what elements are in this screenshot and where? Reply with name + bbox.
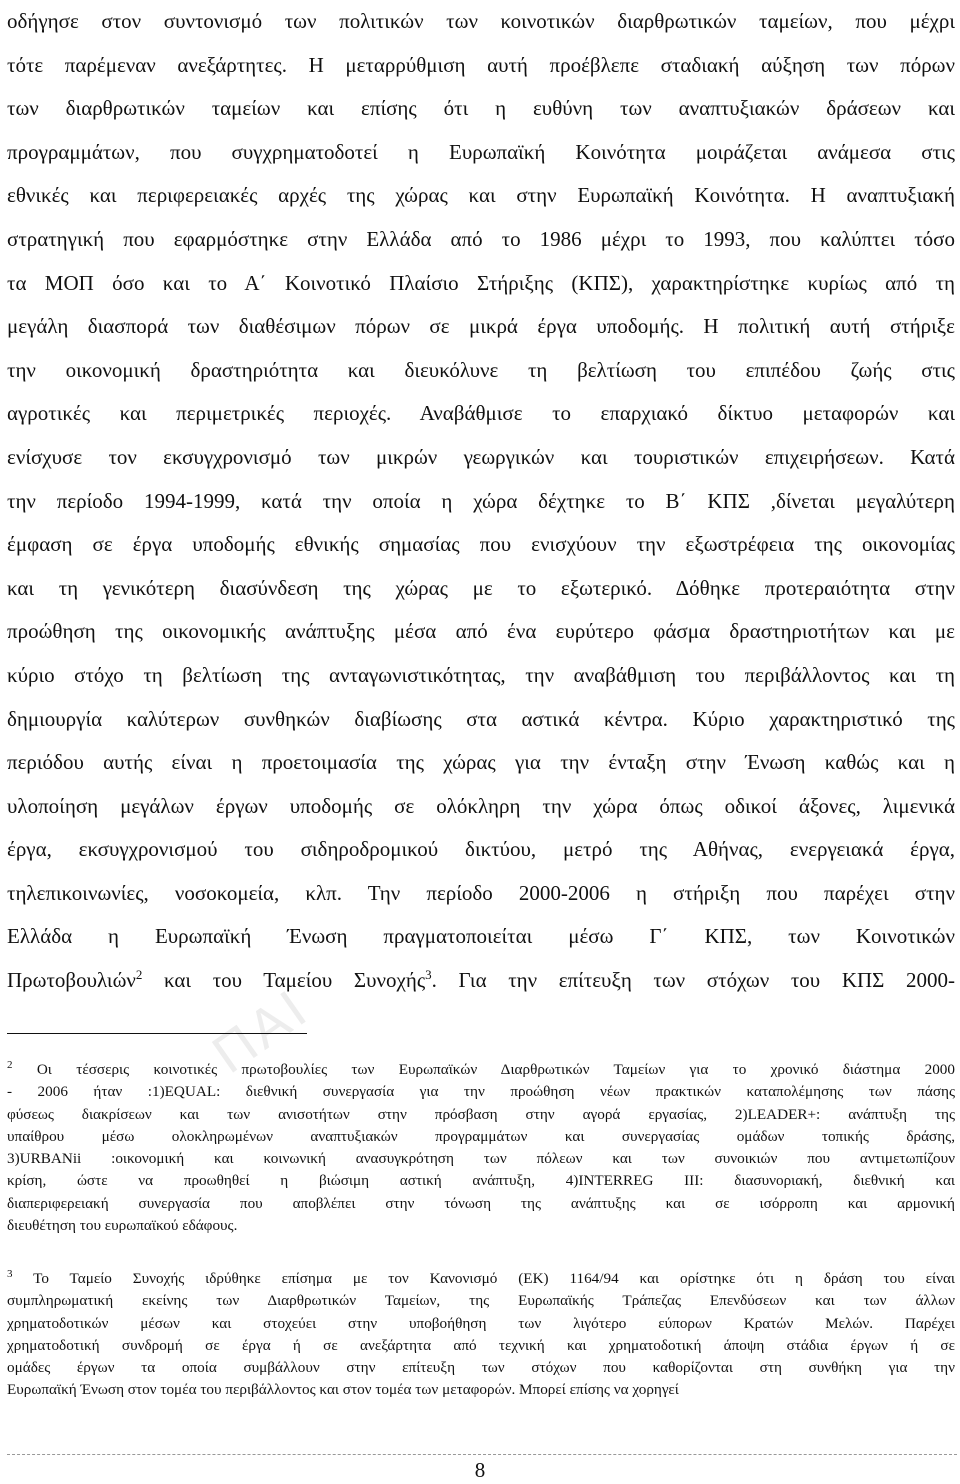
body-line: έμφαση σε έργα υποδομής εθνικής σημασίας που ενισχύουν την εξωστρέφεια της οικονομίας <box>7 532 955 557</box>
footnote-line: υπαίθρου μέσω ολοκληρωμένων αναπτυξιακών προγραμμάτων και συνεργασίας ομάδων τοπικής δράσης, <box>7 1127 955 1145</box>
footnote-text: Οι τέσσερις κοινοτικές πρωτοβουλίες των Ευρωπαϊκών Διαρθρωτικών Ταμείων για το χρονικό διάστημα 2000 <box>12 1061 955 1078</box>
page-break-rule <box>7 1454 957 1455</box>
body-line: αγροτικές και περιμετρικές περιοχές. Αναβάθμισε το επαρχιακό δίκτυο μεταφορών και <box>7 401 955 426</box>
footnote-line: - 2006 ήταν :1)EQUAL: διεθνική συνεργασία για την προώθηση νέων πρακτικών καταπολέμησης των πάσης <box>7 1083 955 1101</box>
text-fragment: . Για την επίτευξη των στόχων του ΚΠΣ 2000- <box>431 968 955 993</box>
footnote-text: Το Ταμείο Συνοχής ιδρύθηκε επίσημα με τον Κανονισμό (ΕΚ) 1164/94 και ορίστηκε ότι η δράση του είναι <box>12 1270 955 1287</box>
watermark: ΠΑΙ <box>202 977 321 1085</box>
body-line: οδήγησε στον συντονισμό των πολιτικών των κοινοτικών διαρθρωτικών ταμείων, που μέχρι <box>7 9 955 33</box>
body-line: στρατηγική που εφαρμόστηκε στην Ελλάδα από το 1986 μέχρι το 1993, που καλύπτει τόσο <box>7 226 955 251</box>
body-line: προώθηση της οικονομικής ανάπτυξης μέσα από ένα ευρύτερο φάσμα δραστηριοτήτων και με <box>7 619 955 644</box>
body-line: τηλεπικοινωνίες, νοσοκομεία, κλπ. Την περίοδο 2000-2006 η στήριξη που παρέχει στην <box>7 880 955 905</box>
body-line: ενίσχυσε τον εκσυγχρονισμό των μικρών γεωργικών και τουριστικών επιχειρήσεων. Κατά <box>7 444 955 469</box>
footnote-line: διευθέτηση του ευρωπαϊκού εδάφους. <box>7 1217 238 1235</box>
body-line: δημιουργία καλύτερων συνθηκών διαβίωσης στα αστικά κέντρα. Κύριο χαρακτηριστικό της <box>7 706 955 731</box>
footnote-ref-3[interactable]: 3 <box>425 967 432 983</box>
footnote-separator <box>7 1033 307 1034</box>
body-line: προγραμμάτων, που συγχρηματοδοτεί η Ευρωπαϊκή Κοινότητα μοιράζεται ανάμεσα στις <box>7 139 955 164</box>
body-line: των διαρθρωτικών ταμείων και επίσης ότι η ευθύνη των αναπτυξιακών δράσεων και <box>7 96 955 121</box>
body-line: τότε παρέμεναν ανεξάρτητες. Η μεταρρύθμιση αυτή προέβλεπε σταδιακή αύξηση των πόρων <box>7 52 955 77</box>
footnote-2 <box>7 1059 955 1237</box>
body-line: την οικονομική δραστηριότητα και διευκόλυνε τη βελτίωση του επιπέδου ζωής στις <box>7 357 955 382</box>
body-line: περιόδου αυτής είναι η προετοιμασία της χώρας για την ένταξη στην Ένωση καθώς και η <box>7 750 955 775</box>
body-line: κύριο στόχο τη βελτίωση της ανταγωνιστικότητας, την αναβάθμιση του περιβάλλοντος και τη <box>7 662 955 687</box>
footnote-line: κρίση, ώστε να προωθηθεί η βιώσιμη αστική ανάπτυξη, 4)INTERREG III: διασυνοριακή, διεθνική και <box>7 1172 955 1190</box>
footnote-line: διαπεριφερειακή συνεργασία που αποβλέπει στην τόνωση της ανάπτυξης και σε ισόρροπη και αρμονική <box>7 1194 955 1212</box>
body-line: τα ΜΟΠ όσο και το Α΄ Κοινοτικό Πλαίσιο Στήριξης (ΚΠΣ), χαρακτηρίστηκε κυρίως από τη <box>7 270 955 295</box>
footnote-marker: 2 <box>7 1058 13 1071</box>
footnote-line: συμπληρωματική εκείνης των Διαρθρωτικών Ταμείων, της Ευρωπαϊκής Τράπεζας Επενδύσεων και των άλλων <box>7 1292 955 1310</box>
body-line: την περίοδο 1994-1999, κατά την οποία η χώρα δέχτηκε το Β΄ ΚΠΣ ,δίνεται μεγαλύτερη <box>7 488 955 513</box>
text-fragment: Πρωτοβουλιών <box>7 968 136 993</box>
body-text <box>7 0 955 1003</box>
footnote-line <box>7 1268 955 1290</box>
body-line: μεγάλη διασπορά των διαθέσιμων πόρων σε μικρά έργα υποδομής. Η πολιτική αυτή στήριξε <box>7 314 955 339</box>
footnote-line <box>7 1059 955 1081</box>
footnote-line: Ευρωπαϊκή Ένωση στον τομέα του περιβάλλοντος και στον τομέα των μεταφορών. Μπορεί επίσης να χορηγεί <box>7 1381 679 1399</box>
body-line: και τη γενικότερη διασύνδεση της χώρας με το εξωτερικό. Δόθηκε προτεραιότητα στην <box>7 575 955 600</box>
text-fragment: και του Ταμείου Συνοχής <box>142 968 426 993</box>
footnote-line: 3)URBANii :οικονομική και κοινωνική ανασυγκρότηση των πόλεων και των συνοικιών που αντιμετωπίζουν <box>7 1150 955 1168</box>
body-line: εθνικές και περιφερειακές αρχές της χώρας και στην Ευρωπαϊκή Κοινότητα. Η αναπτυξιακή <box>7 183 955 208</box>
body-line: υλοποίηση μεγάλων έργων υποδομής σε ολόκληρη την χώρα όπως οδικοί άξονες, λιμενικά <box>7 793 955 818</box>
footnote-marker: 3 <box>7 1267 13 1280</box>
page-number: 8 <box>474 1458 486 1482</box>
footnote-line: ομάδες έργων τα οποία συμβάλλουν στην επίτευξη των στόχων που καθορίζονται στη συνθήκη για την <box>7 1359 955 1377</box>
footnote-ref-2[interactable]: 2 <box>135 967 143 983</box>
footnote-3 <box>7 1268 955 1402</box>
body-line: έργα, εκσυγχρονισμού του σιδηροδρομικού δικτύου, μετρό της Αθήνας, ενεργειακά έργα, <box>7 837 955 862</box>
footnote-line: χρηματοδοτικών μέσων και στοχεύει στην υποβοήθηση των λιγότερο εύπορων Κρατών Μελών. Παρέχει <box>7 1314 955 1332</box>
body-line-last <box>7 959 955 1003</box>
footnote-line: χρηματοδοτική συνδρομή σε έργα ή σε ανεξάρτητα από τεχνική και χρηματοδοτική άποψη στάδια έργων ή σε <box>7 1336 955 1354</box>
body-line: Ελλάδα η Ευρωπαϊκή Ένωση πραγματοποιείται μέσω Γ΄ ΚΠΣ, των Κοινοτικών <box>7 924 955 949</box>
footnote-line: φύσεως διακρίσεων και των ανισοτήτων στην πρόσβαση στην αγορά εργασίας, 2)LEADER+: ανάπτυξη της <box>7 1105 955 1123</box>
